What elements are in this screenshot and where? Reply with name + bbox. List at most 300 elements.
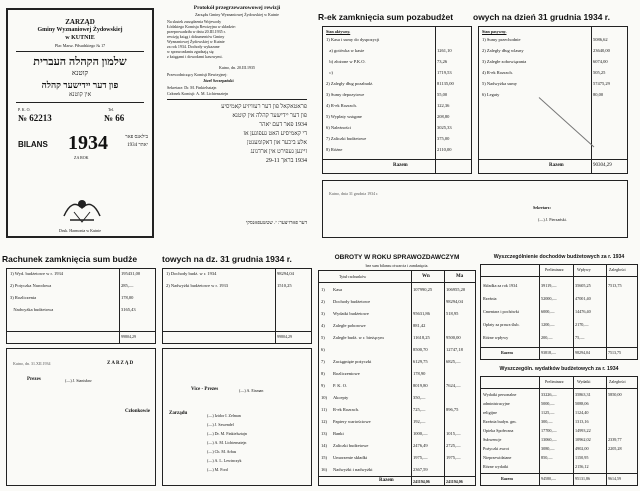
row-wn: 2367,59: [413, 467, 428, 472]
member-line: Członek Komisji: A. M. Lichtensztejn: [167, 91, 229, 96]
row-number: 12): [321, 419, 327, 424]
protocol-line: rewizję ksiąg i dokumentów Gminy: [167, 34, 225, 39]
president-name: (—) J. Stanisław: [65, 378, 92, 383]
protocol-title: Protokół przegrzewarowowej rewizji: [193, 5, 281, 11]
ledger-label: 6) Należności: [326, 125, 351, 130]
turnover-row: [319, 392, 475, 404]
row-ma: 896,75: [446, 407, 459, 412]
row-ma: 98294,04: [446, 299, 463, 304]
row-wn: 350,—: [413, 395, 426, 400]
ledger-label: 1) Kasa i sumy do dyspozycji: [326, 37, 380, 42]
hebrew-line: פון דער יידישער קהלה אין קוטנא: [232, 113, 307, 119]
divider: [481, 473, 637, 474]
assets-table: [322, 26, 472, 174]
turnover-row: [319, 320, 475, 332]
ledger-label: 5) Nadwyżka sumy: [482, 81, 517, 86]
hebrew-title-2: פון דער יידישער קהלה: [41, 80, 119, 90]
detail-preliminarz: 17700,—: [541, 428, 557, 433]
vice-president-name: (—) A. Eisman: [239, 388, 264, 393]
row-ma: 106955,20: [446, 287, 466, 292]
turnover-table: [318, 270, 476, 486]
tel-label: Tel.: [108, 107, 115, 112]
detail-preliminarz: 300,—: [541, 419, 553, 424]
board-member: (—) J. Szwendel: [207, 422, 234, 427]
chair-label: Przewodniczący Komisji Rewizyjnej:: [167, 72, 228, 77]
row-wn: 6129,75: [413, 359, 428, 364]
tel-number: № 66: [104, 113, 125, 123]
members-label: Członkowie: [125, 409, 150, 414]
year: 1934: [68, 132, 108, 154]
bilans-label: BILANS: [18, 140, 48, 149]
ledger-row: [323, 81, 471, 92]
ledger-label: 7) Zaliczki budżetowe: [326, 136, 367, 141]
row-number: 10): [321, 395, 327, 400]
board-member: (—) M. Ford: [207, 467, 228, 472]
detail-arrears: 2205,28: [608, 446, 622, 451]
ledger-row: [479, 59, 627, 70]
row-number: 5): [321, 335, 325, 340]
divider: [481, 347, 637, 348]
assets-header: Stan aktywny.: [326, 29, 351, 34]
president-label: Prezes: [27, 377, 41, 382]
row-label: Kasa: [333, 287, 342, 292]
detail-preliminarz: 5000,—: [541, 401, 555, 406]
income-detail-title: Wyszczególnienie dochodów budżetowych za r. 1934: [493, 254, 625, 260]
row-number: 11): [321, 407, 327, 412]
detail-row: [481, 408, 637, 417]
ledger-row: [163, 283, 311, 295]
ledger-value: 505,25: [593, 70, 606, 75]
ledger-row: [323, 125, 471, 136]
header-card: [6, 8, 154, 238]
detail-preliminarz: 850,—: [541, 455, 553, 460]
row-wn: 8019,80: [413, 383, 428, 388]
detail-label: Rzeźnia: [483, 296, 497, 301]
row-label: Wydatki budżetowe: [333, 311, 369, 316]
detail-actual: 2156,12: [575, 464, 589, 469]
detail-label: Nieprzewidziane: [483, 455, 512, 460]
income-detail-table: [480, 264, 638, 360]
detail-arrears: 7513,75: [608, 283, 622, 288]
detail-label: religijne: [483, 410, 497, 415]
row-wn: 725,—: [413, 407, 426, 412]
ledger-value: 1719,53: [437, 70, 452, 75]
row-number: 15): [321, 455, 327, 460]
expense-detail-title: Wyszczególn. wydatków budżetowych za r. 1934: [499, 366, 619, 372]
protocol-line: Na skutek zarządzenia Wojewody: [167, 19, 222, 24]
detail-actual: 5088,06: [575, 401, 589, 406]
ledger-value: 98294,04: [277, 271, 294, 276]
konto-number: № 62213: [18, 113, 52, 123]
detail-label: Subwencje: [483, 437, 502, 442]
column-header: Zaległości: [609, 379, 626, 384]
detail-label: Opłaty za prawa ślub.: [483, 322, 520, 327]
detail-preliminarz: 6000,—: [541, 309, 555, 314]
hebrew-year: יאהר 1934: [127, 143, 148, 148]
board-member: (—) Dr. M. Finkielsztajn: [207, 431, 247, 436]
ledger-label: c): [326, 70, 333, 75]
row-ma: 12747,18: [446, 347, 463, 352]
ledger-label: 4) R-ek Rozrach.: [326, 103, 357, 108]
total-preliminarz: 94580,—: [541, 476, 556, 481]
ledger-value: 3025,33: [437, 125, 452, 130]
ledger-row: [7, 295, 155, 307]
detail-actual: 4902,00: [575, 446, 589, 451]
protocol-panel: [163, 5, 311, 240]
row-ma: 6825,—: [446, 359, 461, 364]
liabilities-table: [478, 26, 628, 174]
row-ma: 1015,—: [446, 431, 461, 436]
divider: [7, 331, 155, 332]
row-wn: 11618,25: [413, 335, 430, 340]
turnover-row: [319, 284, 475, 296]
turnover-row: [319, 344, 475, 356]
col-wn-header: Wn: [422, 274, 430, 279]
detail-label: Rózne wydatki: [483, 464, 509, 469]
row-ma: 7624,—: [446, 383, 461, 388]
detail-row: [481, 399, 637, 408]
ledger-row: [323, 103, 471, 114]
detail-actual: 35605,25: [575, 283, 591, 288]
ledger-row: [163, 271, 311, 283]
detail-arrears: 2339,77: [608, 437, 622, 442]
ledger-value: 2110,00: [437, 147, 452, 152]
ledger-row: [323, 70, 471, 81]
liabilities-total-label: Razem: [549, 163, 564, 168]
detail-preliminarz: 1125,—: [541, 410, 555, 415]
detail-row: [481, 292, 637, 305]
detail-actual: 47001,40: [575, 296, 591, 301]
detail-row: [481, 435, 637, 444]
expense-detail-table: [480, 376, 638, 486]
address: Plac Marsz. Piłsudskiego № 17: [54, 43, 106, 48]
budget-title-left: Rachunek zamknięcia sum budże: [2, 254, 138, 264]
hebrew-city: קוטנא: [71, 69, 89, 77]
detail-row: [481, 390, 637, 399]
column-header: Preliminarz: [545, 267, 564, 272]
row-number: 7): [321, 359, 325, 364]
detail-preliminarz: 39119,—: [541, 283, 557, 288]
divider: [167, 99, 307, 100]
ledger-row: [7, 271, 155, 283]
ledger-row: [323, 92, 471, 103]
row-number: 6): [321, 347, 325, 352]
ledger-label: 1) Sumy przechodnie: [482, 37, 521, 42]
board-label: ZARZĄD: [107, 361, 135, 366]
ledger-value: 122,36: [437, 103, 450, 108]
detail-row: [481, 417, 637, 426]
detail-panel: [480, 254, 638, 488]
ledger-label: 3) Zaległe zobowiązania: [482, 59, 527, 64]
detail-actual: 14993,22: [575, 428, 591, 433]
detail-preliminarz: 13060,—: [541, 437, 557, 442]
row-wn: 1975,—: [413, 455, 428, 460]
header-line1: ZARZĄD: [65, 18, 95, 26]
ledger-row: [323, 59, 471, 70]
detail-preliminarz: 33226,—: [541, 392, 557, 397]
za-rok: ZA ROK: [74, 155, 89, 160]
row-ma: 518,95: [446, 311, 459, 316]
protocol-line: w sprawozdaniu zgadzają się: [167, 49, 214, 54]
ledger-value: 208,80: [437, 114, 450, 119]
hebrew-title: שלמון הקהלה העברית: [33, 56, 127, 68]
ledger-row: [479, 48, 627, 59]
row-number: 8): [321, 371, 325, 376]
ledger-label: 2) Potyczka Narodowa: [10, 283, 52, 288]
hebrew-bilans: בילאנס פאר: [125, 135, 148, 140]
board-right: [162, 348, 312, 486]
divider: [481, 276, 637, 277]
row-number: 9): [321, 383, 325, 388]
detail-label: Cmentarz i pochówki: [483, 309, 520, 314]
budget-title-right: towych na dz. 31 grudnia 1934 r.: [162, 254, 292, 264]
detail-label: Opieka Społeczna: [483, 428, 514, 433]
turnover-subtitle: bez sum bilansu otwarcia i zamknięcia.: [365, 263, 429, 268]
expenses-total: 99804,29: [121, 334, 136, 339]
ledger-value: 5086,62: [593, 37, 608, 42]
ledger-value: 81135,00: [437, 81, 454, 86]
divider: [16, 51, 144, 52]
total-arrears: 9614,59: [608, 476, 621, 481]
row-ma: 9500,00: [446, 335, 461, 340]
row-number: 3): [321, 311, 325, 316]
turnover-total-label: Razem: [379, 478, 394, 483]
ledger-row: [323, 114, 471, 125]
printer-note: Druk. Harmonia w Kutnie: [59, 228, 101, 233]
row-wn: 178,90: [413, 371, 426, 376]
ledger-value: 23640,00: [593, 48, 610, 53]
ledger-value: 80,00: [593, 92, 604, 97]
detail-row: [481, 426, 637, 435]
detail-arrears: 5850,00: [608, 392, 622, 397]
row-label: Umorzenie składki: [333, 455, 368, 460]
turnover-row: [319, 380, 475, 392]
turnover-row: [319, 308, 475, 320]
detail-preliminarz: 52000,—: [541, 296, 557, 301]
secretary-label: Sekretarz:: [533, 205, 551, 210]
assets-total-label: Razem: [393, 163, 408, 168]
protocol-line: za rok 1934. Dochody wykazane: [167, 44, 220, 49]
budget-closing: [2, 254, 310, 488]
hebrew-signatures: דער פארזיצער: י. שטשעפאנסקי: [245, 221, 307, 226]
board-member: (—) Ch. M. Arbas: [207, 449, 237, 454]
protocol-line: Łódzkiego Komisja Rewizyjna w składzie:: [167, 24, 236, 29]
row-number: 16): [321, 467, 327, 472]
vice-president-label: Vice - Prezes: [191, 387, 219, 392]
ledger-label: 2) Zaległy dług pozabudż.: [326, 81, 374, 86]
header-line2: Gminy Wyznaniowej Żydowskiej: [37, 27, 123, 33]
ledger-row: [7, 307, 155, 319]
detail-label: Wydatki personalne: [483, 392, 517, 397]
ledger-label: 5) Wypłaty wstępne: [326, 114, 362, 119]
board-of-label: Zarządu: [169, 411, 188, 416]
col-title-header: Tytuł rachunków: [339, 274, 367, 279]
row-ma: 1975,—: [446, 455, 461, 460]
hebrew-line: די קאמיסיע האט געפונען אז: [243, 131, 307, 137]
ledger-value: 6074,00: [593, 59, 608, 64]
detail-actual: 1124,40: [575, 410, 589, 415]
row-number: 4): [321, 323, 325, 328]
total-label: Razem: [501, 350, 513, 355]
board-member: (—) Izidor I. Zelman: [207, 413, 241, 418]
column-header: Wpływy: [577, 267, 591, 272]
ledger-row: [323, 136, 471, 147]
detail-preliminarz: 1200,—: [541, 322, 555, 327]
protocol-hebrew-body: [167, 103, 307, 166]
row-number: 14): [321, 443, 327, 448]
detail-actual: 14476,40: [575, 309, 591, 314]
ledger-label: 3) Sumy depozytowe: [326, 92, 365, 97]
row-wn: 8500,70: [413, 347, 428, 352]
header-line3: w KUTNIE: [65, 35, 95, 41]
divider: [16, 102, 144, 103]
row-label: Banki: [333, 431, 344, 436]
turnover-row: [319, 368, 475, 380]
off-budget-footer: [322, 180, 628, 238]
detail-actual: 1313,16: [575, 419, 589, 424]
turnover-row: [319, 332, 475, 344]
hebrew-city-2: אין קוטנא: [68, 92, 92, 98]
detail-actual: 35863,31: [575, 392, 591, 397]
divider: [319, 476, 475, 477]
turnover-total-ma: 241194,06: [446, 479, 463, 484]
secretary-name: (—) J. Pierzański.: [538, 217, 567, 222]
off-budget-title-left: R-ek zamknięcia sum pozabudżet: [318, 12, 454, 22]
detail-row: [481, 279, 637, 292]
detail-actual: 1150,95: [575, 455, 589, 460]
ledger-label: 2) Nadwyżki budżetowe w r. 1933: [166, 283, 228, 288]
row-number: 1): [321, 287, 325, 292]
row-label: Akcepty: [333, 395, 349, 400]
turnover-row: [319, 416, 475, 428]
detail-row: [481, 305, 637, 318]
ledger-value: 73,26: [437, 59, 448, 64]
row-label: Zaległe budż. w r. bieżącym: [333, 335, 384, 340]
detail-label: administracyjne: [483, 401, 510, 406]
detail-label: Składka za rok 1934: [483, 283, 518, 288]
off-budget-closing: [318, 12, 636, 240]
total-actual: 98294,04: [575, 350, 590, 355]
total-arrears: 7513,75: [608, 350, 621, 355]
turnover-row: [319, 404, 475, 416]
ledger-row: [479, 70, 627, 81]
total-actual: 95131,86: [575, 476, 590, 481]
cancel-stroke: [539, 97, 595, 147]
liabilities-total: 90304,29: [593, 163, 612, 168]
ledger-row: [7, 283, 155, 295]
row-label: Dochody budżetowe: [333, 299, 371, 304]
total-preliminarz: 93818,—: [541, 350, 556, 355]
detail-row: [481, 453, 637, 462]
detail-row: [481, 331, 637, 344]
turnover-panel: [316, 254, 478, 488]
ledger-row: [479, 37, 627, 48]
protocol-line: Wyznaniowej Żydowskiej w Kutnie: [167, 39, 225, 44]
ledger-label: 2) Zaległy dług wlasny: [482, 48, 524, 53]
ledger-value: 375,00: [437, 136, 450, 141]
turnover-row: [319, 296, 475, 308]
hebrew-line: 1934 בראך 29-11: [265, 158, 307, 164]
ledger-value: 55,00: [437, 92, 448, 97]
ledger-row: [479, 92, 627, 103]
ledger-label: 1) Dochody budż. w r. 1934: [166, 271, 217, 276]
hebrew-line: 1934 פאר דעם יאהר: [259, 122, 307, 128]
ledger-label: 4) R-ek Rozrach.: [482, 70, 513, 75]
budget-expenses-table: [6, 268, 156, 344]
column-header: Zaległości: [609, 267, 626, 272]
row-label: Zaległe poborowe: [333, 323, 366, 328]
ledger-label: 8) Różne: [326, 147, 343, 152]
ledger-label: a) gotówka w kasie: [326, 48, 365, 53]
row-label: Rozliczeniowe: [333, 371, 360, 376]
column-header: Wydatki: [577, 379, 591, 384]
protocol-line: z księgami i dowodami kasowymi.: [167, 54, 223, 59]
detail-preliminarz: 3080,—: [541, 446, 555, 451]
turnover-row: [319, 428, 475, 440]
hebrew-line: זיינען געפירט אין ארדנונג: [250, 149, 307, 155]
off-budget-title-right: owych na dzień 31 grudnia 1934 r.: [473, 12, 610, 22]
ledger-value: 3165,43: [121, 307, 136, 312]
detail-actual: 75,—: [575, 335, 585, 340]
detail-label: Pożyczki zwrot: [483, 446, 509, 451]
turnover-row: [319, 464, 475, 476]
protocol-subtitle: Zarządu Gminy Wyznaniowej Żydowskiej w Kutnie: [195, 12, 279, 17]
ledger-row: [323, 147, 471, 158]
detail-actual: 2170,—: [575, 322, 589, 327]
ledger-label: 1) Wyd. budżetowe w r. 1934: [10, 271, 64, 276]
col-ma-header: Ma: [456, 274, 464, 279]
divider: [479, 159, 627, 160]
total-label: Razem: [501, 476, 513, 481]
detail-row: [481, 462, 637, 471]
ledger-label: Nadwyżka budżetowa: [10, 307, 54, 312]
row-label: R-ek Rozrach.: [333, 407, 359, 412]
divider: [323, 159, 471, 160]
row-wn: 1000,—: [413, 431, 428, 436]
divider: [481, 388, 637, 389]
ornament-icon: [62, 192, 102, 226]
turnover-row: [319, 356, 475, 368]
detail-label: Rzeźnia budyn. gm.: [483, 419, 517, 424]
turnover-title: OBROTY W ROKU SPRAWOZDAWCZYM: [334, 254, 460, 261]
ledger-value: 178,00: [121, 295, 134, 300]
secretary-line: Sekretarz: Dr. M. Finkielsztajn: [167, 85, 217, 90]
protocol-line: przeprowadziła w dniu 20.III.1935 r.: [167, 29, 226, 34]
turnover-row: [319, 440, 475, 452]
row-number: 2): [321, 299, 325, 304]
ledger-row: [323, 48, 471, 59]
row-label: Zaliczki budżetowe: [333, 443, 369, 448]
protocol-date: Kutno, dn. 20.III.1935: [219, 65, 255, 70]
turnover-total-wn: 241194,06: [413, 479, 430, 484]
row-label: Zaciągnięte pożyczki: [333, 359, 372, 364]
hebrew-line: פראטאקאל פון דער רעוויזיע קאמיסיע: [221, 104, 307, 110]
row-wn: 192,—: [413, 419, 426, 424]
column-header: Preliminarz: [545, 379, 564, 384]
protocol-body: [167, 19, 307, 59]
place-date: Kutno, dnia 31 grudnia 1934 r.: [329, 191, 379, 196]
ledger-value: 1261,10: [437, 48, 452, 53]
ledger-row: [323, 37, 471, 48]
row-label: P. K. O.: [333, 383, 348, 388]
detail-preliminarz: 200,—: [541, 335, 553, 340]
row-wn: 107990,25: [413, 287, 433, 292]
income-total: 99804,29: [277, 334, 292, 339]
budget-income-table: [162, 268, 312, 344]
row-label: Papiery wartościowe: [333, 419, 371, 424]
row-wn: 881,42: [413, 323, 426, 328]
ledger-row: [479, 81, 627, 92]
